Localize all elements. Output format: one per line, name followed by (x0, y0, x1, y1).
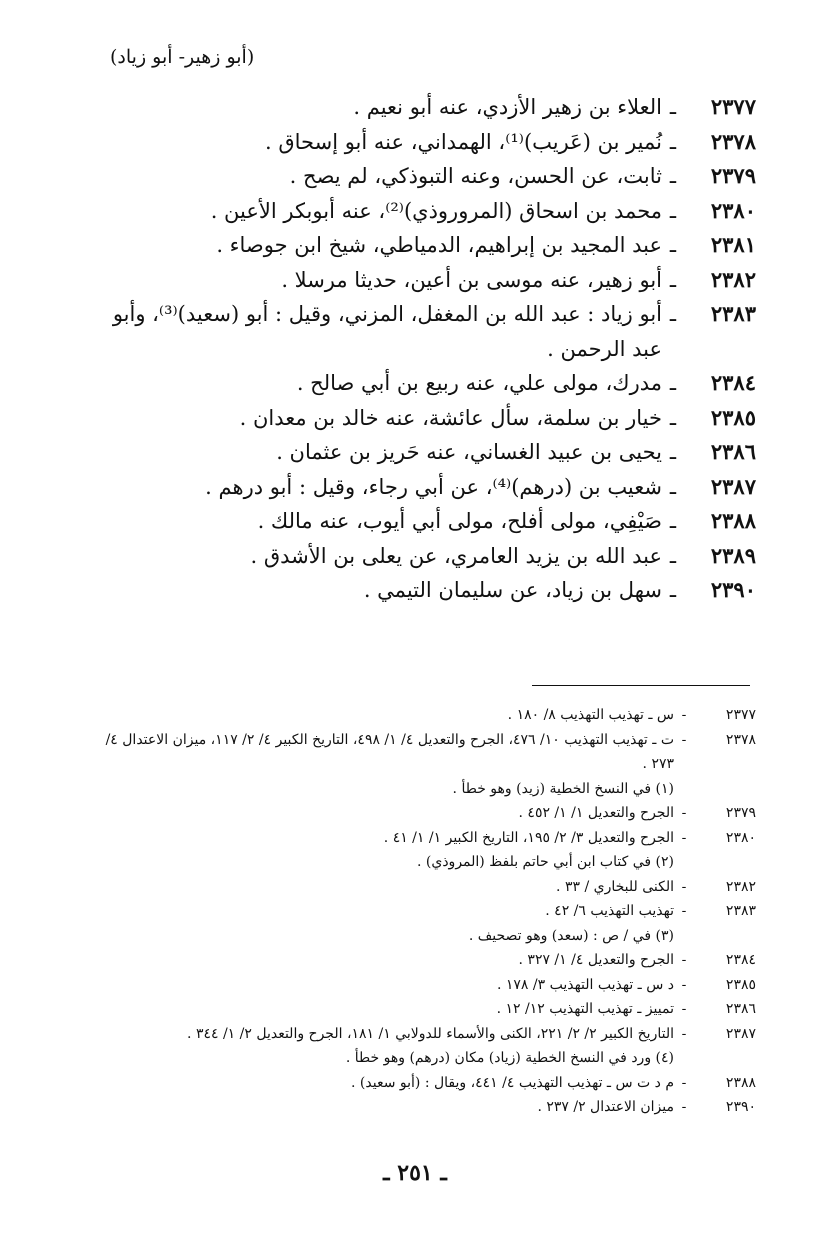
note-dash: - (681, 1025, 687, 1042)
entry-number: ٢٣٨٥ (710, 404, 756, 430)
entry-dash: ـ (669, 474, 677, 499)
note-dash (674, 777, 694, 802)
entry-dash: ـ (669, 129, 677, 154)
entry-row (96, 159, 756, 194)
entry-text: العلاء بن زهير الأزدي، عنه أبو نعيم . (353, 95, 662, 119)
note-number (694, 850, 756, 875)
entries-list (96, 90, 756, 608)
entry-number: ٢٣٨٦ (710, 439, 756, 464)
note-number: ٢٣٨٠ (725, 829, 756, 846)
entry-number: ٢٣٨٨ (710, 508, 756, 533)
note-number: ٢٣٧٧ (725, 707, 756, 723)
note-number: ٢٣٨٨ (725, 1074, 756, 1091)
note-dash: - (681, 1074, 687, 1091)
note-text: (٣) في / ص : (سعد) وهو تصحيف . (468, 927, 674, 944)
entry-number: ٢٣٩٠ (710, 577, 756, 602)
entry-dash: ـ (669, 198, 677, 223)
note-number (694, 924, 756, 949)
footnote-row (96, 924, 756, 949)
note-number (694, 777, 756, 802)
entry-text: محمد بن اسحاق (المروروذي)⁽²⁾، عنه أبوبكر الأعين . (210, 198, 662, 223)
note-number: ٢٣٧٩ (725, 805, 756, 821)
entry-row (96, 194, 756, 229)
entry-row (96, 401, 756, 436)
note-number: ٢٣٨٥ (725, 976, 756, 993)
entry-text: نُمير بن (عَريب)⁽¹⁾، الهمداني، عنه أبو إسحاق . (265, 129, 662, 154)
running-head: (أبو زهير- أبو زياد) (110, 46, 255, 68)
note-dash: - (681, 976, 687, 993)
note-text: (١) في النسخ الخطية (زيد) وهو خطأ . (452, 780, 674, 797)
note-number: ٢٣٩٠ (725, 1099, 756, 1115)
entry-number: ٢٣٨٣ (710, 301, 756, 326)
note-text: (٢) في كتاب ابن أبي حاتم بلفظ (المروذي) . (417, 854, 674, 870)
entry-dash: ـ (669, 95, 677, 119)
note-row (96, 1022, 756, 1047)
entry-text: مدرك، مولى علي، عنه ربيع بن أبي صالح . (296, 371, 662, 395)
entry-dash: ـ (669, 164, 677, 188)
note-dash: - (681, 878, 687, 895)
note-row (96, 728, 756, 777)
entry-dash: ـ (669, 405, 677, 430)
note-text: م د ت س ـ تهذيب التهذيب ٤/ ٤٤١، ويقال : (أبو سعيد) . (351, 1074, 674, 1091)
entry-number: ٢٣٨٩ (710, 542, 756, 568)
note-text: ميزان الاعتدال ٢/ ٢٣٧ . (537, 1099, 674, 1115)
entry-number: ٢٣٨٠ (710, 197, 756, 223)
entry-text: صَيْفِي، مولى أفلح، مولى أبي أيوب، عنه مالك . (257, 509, 662, 533)
note-dash: - (681, 903, 687, 919)
note-row (96, 973, 756, 998)
note-text: (٤) ورد في النسخ الخطية (زياد) مكان (درهم) وهو خطأ . (345, 1050, 674, 1066)
note-number: ٢٣٨٣ (725, 903, 756, 919)
entry-dash: ـ (669, 578, 677, 602)
entry-row (96, 504, 756, 539)
note-dash: - (681, 731, 687, 748)
entry-row (96, 435, 756, 470)
entry-dash: ـ (669, 371, 677, 395)
entry-dash: ـ (669, 543, 677, 568)
note-text: تهذيب التهذيب ٦/ ٤٢ . (545, 903, 674, 919)
entry-text: شعيب بن (درهم)⁽⁴⁾، عن أبي رجاء، وقيل : أبو درهم . (205, 474, 662, 499)
note-dash: - (681, 952, 687, 968)
footnote-row (96, 850, 756, 875)
entry-row (96, 263, 756, 298)
footnote-row (96, 1046, 756, 1071)
entry-number: ٢٣٨٤ (710, 370, 756, 395)
entry-number: ٢٣٨٢ (710, 266, 756, 292)
entry-row (96, 470, 756, 505)
note-row (96, 948, 756, 973)
page-number: ـ ٢٥١ ـ (383, 1160, 447, 1186)
footnotes-list (96, 703, 756, 1120)
entry-number: ٢٣٨١ (710, 232, 756, 257)
entry-row (96, 228, 756, 263)
note-text: الجرح والتعديل ١/ ١/ ٤٥٢ . (518, 805, 674, 821)
entry-text: عبد الله بن يزيد العامري، عن يعلى بن الأشدق . (250, 543, 662, 568)
footnote-row (96, 777, 756, 802)
note-row (96, 997, 756, 1022)
entry-row (96, 297, 756, 366)
note-dash: - (681, 1099, 687, 1115)
note-number: ٢٣٨٤ (725, 952, 756, 968)
note-dash: - (681, 805, 687, 821)
note-dash: - (681, 707, 687, 723)
entry-row (96, 366, 756, 401)
entry-text: سهل بن زياد، عن سليمان التيمي . (363, 578, 662, 602)
note-text: تمييز ـ تهذيب التهذيب ١٢/ ١٢ . (496, 1001, 674, 1017)
note-dash (674, 924, 694, 949)
note-dash (674, 1046, 694, 1071)
entry-dash: ـ (669, 509, 677, 533)
note-row (96, 1095, 756, 1120)
entry-text: عبد المجيد بن إبراهيم، الدمياطي، شيخ ابن جوصاء . (216, 233, 662, 257)
note-row (96, 801, 756, 826)
entry-row (96, 125, 756, 160)
entry-text: أبو زياد : عبد الله بن المغفل، المزني، وقيل : أبو (سعيد)⁽³⁾، وأبو عبد الرحمن . (112, 302, 662, 361)
note-text: د س ـ تهذيب التهذيب ٣/ ١٧٨ . (496, 976, 674, 993)
entry-text: ثابت، عن الحسن، وعنه التبوذكي، لم يصح . (289, 164, 662, 188)
note-row (96, 875, 756, 900)
note-text: س ـ تهذيب التهذيب ٨/ ١٨٠ . (507, 707, 674, 723)
entry-dash: ـ (669, 233, 677, 257)
entry-text: يحيى بن عبيد الغساني، عنه حَريز بن عثمان . (276, 440, 662, 464)
note-row (96, 826, 756, 851)
entry-text: خيار بن سلمة، سأل عائشة، عنه خالد بن معدان . (239, 405, 662, 430)
note-text: الكنى للبخاري / ٣٣ . (556, 878, 674, 895)
entry-dash: ـ (669, 302, 677, 326)
note-dash: - (681, 829, 687, 846)
note-text: الجرح والتعديل ٣/ ٢/ ١٩٥، التاريخ الكبير ١/ ١/ ٤١ . (383, 829, 674, 846)
note-text: ت ـ تهذيب التهذيب ١٠/ ٤٧٦، الجرح والتعديل ٤/ ١/ ٤٩٨، التاريخ الكبير ٤/ ٢/ ١١٧، ميزان الاعتدال ٤/ ٢٧٣ . (105, 731, 674, 772)
entry-number: ٢٣٨٧ (710, 473, 756, 499)
note-number: ٢٣٨٧ (725, 1025, 756, 1042)
entry-number: ٢٣٧٧ (710, 94, 756, 119)
note-number: ٢٣٧٨ (725, 731, 756, 748)
entry-dash: ـ (669, 440, 677, 464)
note-row (96, 703, 756, 728)
note-number: ٢٣٨٦ (725, 1001, 756, 1017)
entry-row (96, 573, 756, 608)
entry-row (96, 90, 756, 125)
note-dash: - (681, 1001, 687, 1017)
note-text: الجرح والتعديل ٤/ ١/ ٣٢٧ . (518, 952, 674, 968)
note-text: التاريخ الكبير ٢/ ٢/ ٢٢١، الكنى والأسماء للدولابي ١/ ١٨١، الجرح والتعديل ٢/ ١/ ٣٤٤ . (187, 1025, 674, 1042)
note-number (694, 1046, 756, 1071)
footnote-rule (532, 685, 750, 686)
note-row (96, 899, 756, 924)
entry-dash: ـ (669, 267, 677, 292)
entry-text: أبو زهير، عنه موسى بن أعين، حديثا مرسلا . (281, 267, 662, 292)
note-row (96, 1071, 756, 1096)
entry-number: ٢٣٧٨ (710, 128, 756, 154)
note-dash (674, 850, 694, 875)
entry-number: ٢٣٧٩ (710, 163, 756, 188)
note-number: ٢٣٨٢ (725, 878, 756, 895)
entry-row (96, 539, 756, 574)
